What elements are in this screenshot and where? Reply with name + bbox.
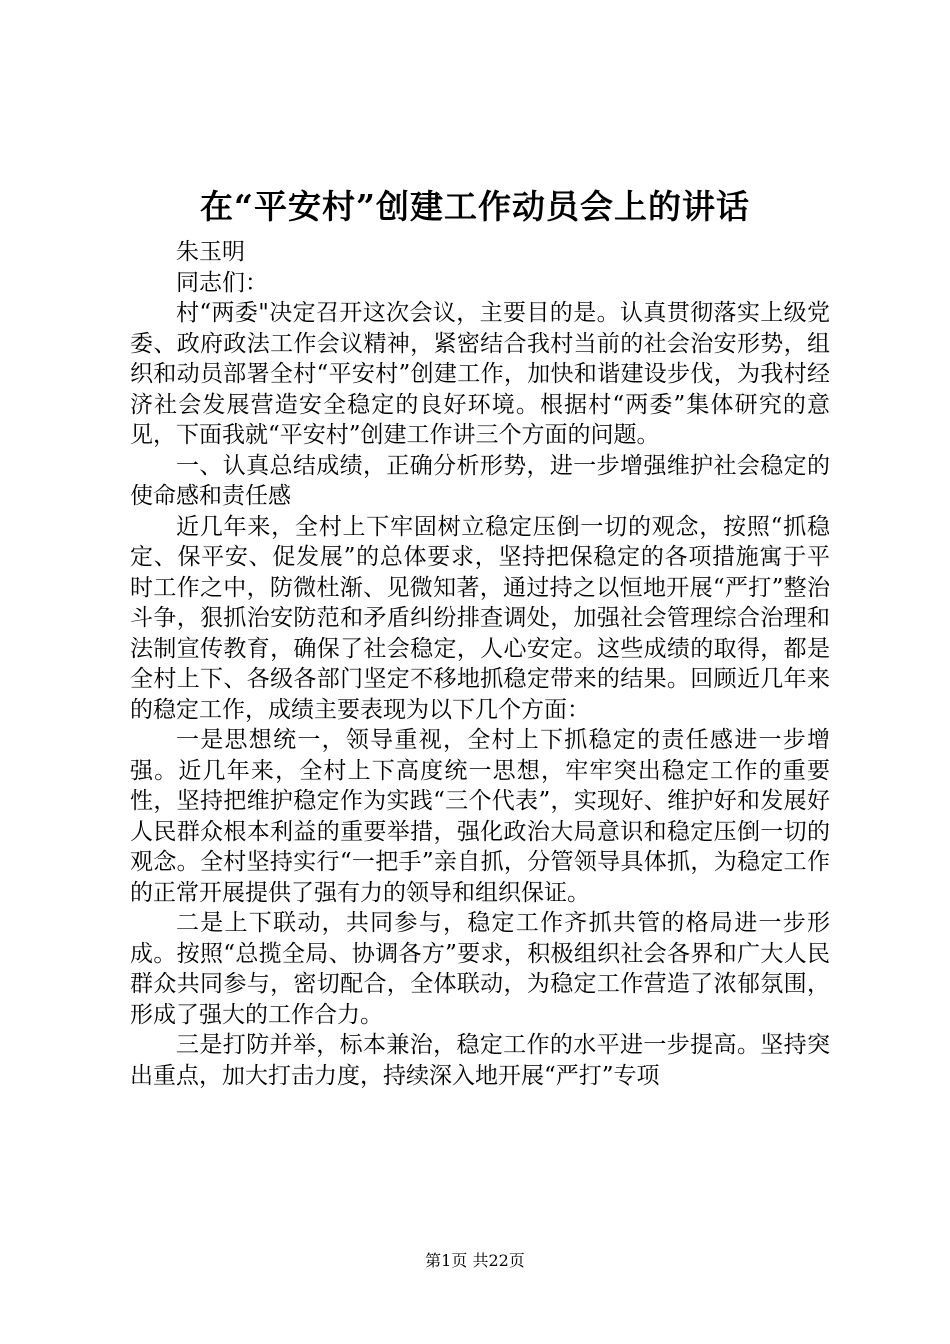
paragraph-intro: 村“两委"决定召开这次会议，主要目的是。认真贯彻落实上级党委、政府政法工作会议精神，紧密结合我村当前的社会治安形势，组织和动员部署全村“平安村”创建工作，加快和谐建设步伐，为我村经济社会发展营造安全稳定的良好环境。根据村“两委”集体研究的意见，下面我就“平安村”创建工作讲三个方面的问题。 [130,300,830,448]
paragraph-point-2: 二是上下联动，共同参与，稳定工作齐抓共管的格局进一步形成。按照“总揽全局、协调各方”要求，积极组织社会各界和广大人民群众共同参与，密切配合，全体联动，为稳定工作营造了浓郁氛围，形成了强大的工作合力。 [130,910,830,1028]
section-heading-1: 一、认真总结成绩，正确分析形势，进一步增强维护社会稳定的使命感和责任感 [130,452,830,509]
page-number-footer: 第1页 共22页 [425,1251,525,1270]
paragraph-achievements: 近几年来，全村上下牢固树立稳定压倒一切的观念，按照“抓稳定、保平安、促发展”的总体要求，坚持把保稳定的各项措施寓于平时工作之中，防微杜渐、见微知著，通过持之以恒地开展“严打”整治斗争，狠抓治安防范和矛盾纠纷排查调处，加强社会管理综合治理和法制宣传教育，确保了社会稳定，人心安定。这些成绩的取得，都是全村上下、各级各部门坚定不移地抓稳定带来的结果。回顾近几年来的稳定工作，成绩主要表现为以下几个方面： [130,513,830,723]
author-name: 朱玉明 [176,239,245,265]
greeting: 同志们： [176,269,268,296]
paragraph-point-1: 一是思想统一，领导重视，全村上下抓稳定的责任感进一步增强。近几年来，全村上下高度统一思想，牢牢突出稳定工作的重要性，坚持把维护稳定作为实践“三个代表”，实现好、维护好和发展好人民群众根本利益的重要举措，强化政治大局意识和稳定压倒一切的观念。全村坚持实行“一把手”亲自抓，分管领导具体抓，为稳定工作的正常开展提供了强有力的领导和组织保证。 [130,727,830,906]
document-title: 在“平安村”创建工作动员会上的讲话 [200,187,750,226]
paragraph-point-3: 三是打防并举，标本兼治，稳定工作的水平进一步提高。坚持突出重点，加大打击力度，持续深入地开展“严打”专项 [130,1032,830,1089]
document-body [130,237,830,1091]
